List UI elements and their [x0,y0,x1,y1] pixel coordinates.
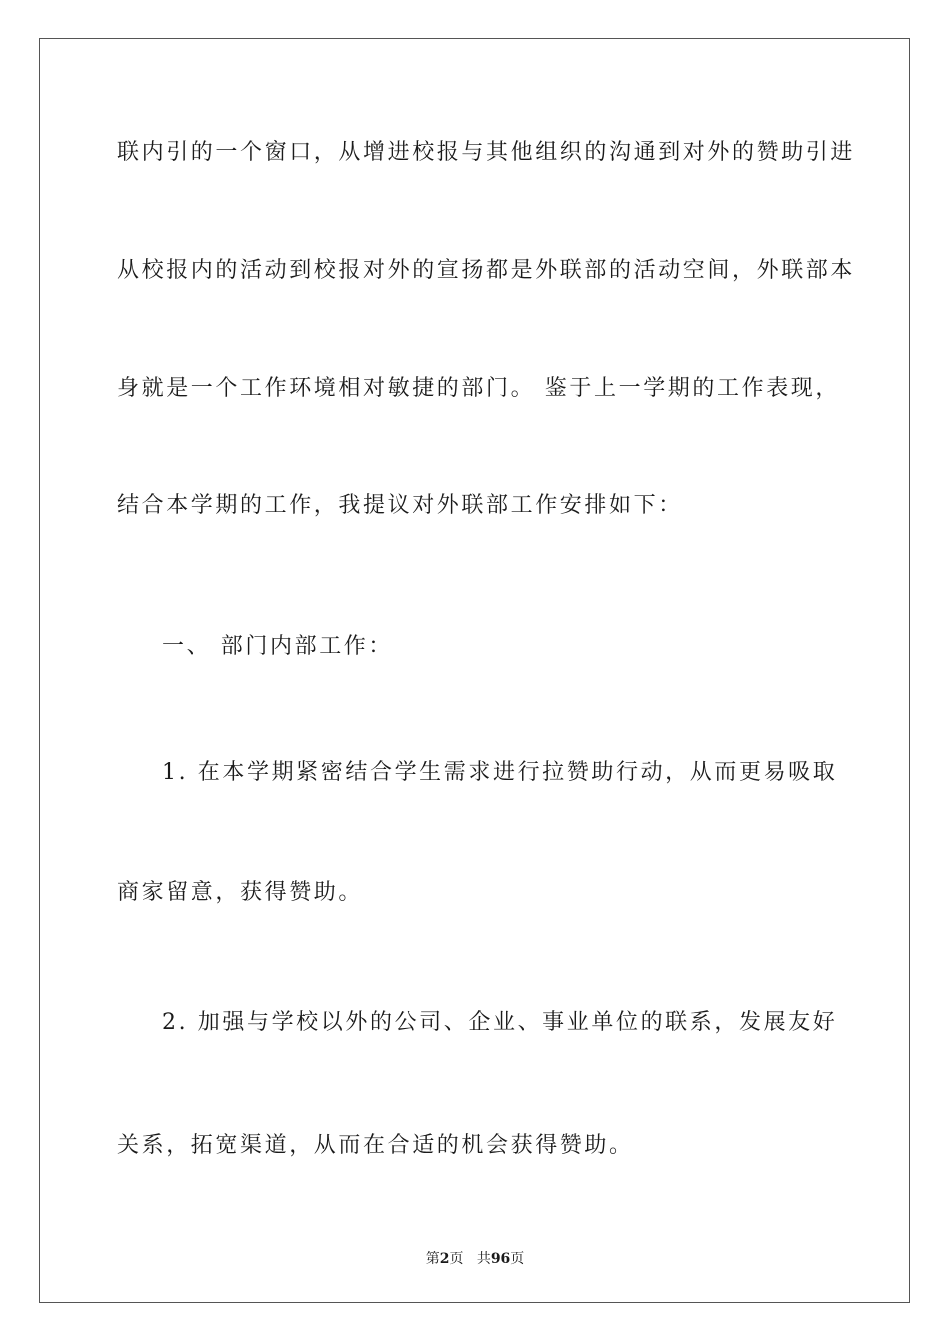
paragraph-line-3: 身就是一个工作环境相对敏捷的部门。 鉴于上一学期的工作表现， [117,376,840,401]
footer-page-number: 2 [439,1251,450,1267]
list-item-2-line-2: 关系，拓宽渠道，从而在合适的机会获得赞助。 [117,1133,634,1158]
footer-page-suffix: 页 [449,1251,464,1267]
list-item-1-line-2: 商家留意，获得赞助。 [117,880,364,905]
paragraph-line-4: 结合本学期的工作，我提议对外联部工作安排如下： [117,493,683,518]
paragraph-line-2: 从校报内的活动到校报对外的宣扬都是外联部的活动空间，外联部本 [117,258,856,283]
page-footer [0,1248,950,1268]
page-border [39,38,910,1303]
list-item-1-line-1: 1. 在本学期紧密结合学生需求进行拉赞助行动，从而更易吸取 [162,760,838,785]
footer-total-suffix: 页 [510,1251,525,1267]
paragraph-line-1: 联内引的一个窗口，从增进校报与其他组织的沟通到对外的赞助引进 [117,140,856,165]
footer-prefix: 第 [425,1251,440,1267]
list-item-2-line-1: 2. 加强与学校以外的公司、企业、事业单位的联系，发展友好 [162,1010,838,1035]
footer-total-pages: 96 [490,1251,511,1267]
footer-total-prefix: 共 [476,1251,491,1267]
section-heading: 一、 部门内部工作： [162,634,393,659]
